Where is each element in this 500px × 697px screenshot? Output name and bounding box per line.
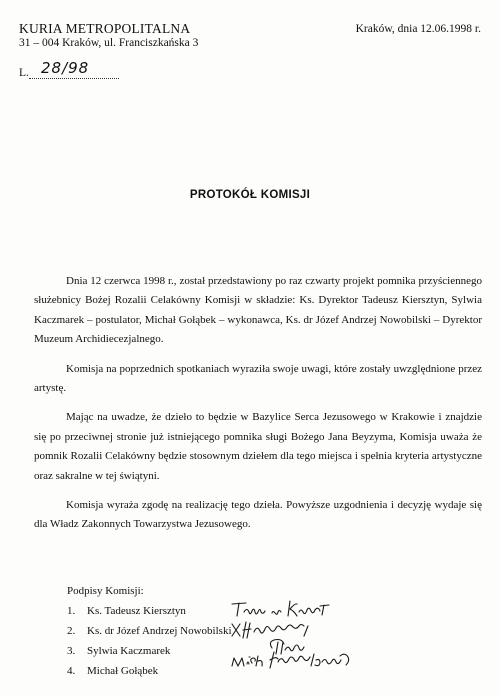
paragraph: Mając na uwadze, że dzieło to będzie w Bazylice Serca Jezusowego w Krakowie i znajdzie się po przeciwnej stronie już istniejącego pomnika sługi Bożego Jana Beyzyma, Komisja uważa że pomnik Rozalii Celakówny będzie stosownym dziełem dla tego miejsca i spełnia kryteria artystyczne oraz sakralne w tej świątyni. bbox=[34, 411, 482, 482]
signature-1 bbox=[232, 601, 329, 616]
handwritten-signatures bbox=[228, 596, 388, 692]
item-number: 1. bbox=[67, 605, 76, 617]
document-body bbox=[34, 272, 482, 545]
list-item bbox=[67, 664, 232, 684]
signature-4 bbox=[232, 652, 349, 668]
document-date: Kraków, dnia 12.06.1998 r. bbox=[355, 23, 481, 35]
list-item bbox=[67, 624, 232, 644]
signatory-name: Michał Gołąbek bbox=[87, 665, 159, 677]
signature-2 bbox=[232, 622, 308, 638]
signatory-name: Ks. Tadeusz Kiersztyn bbox=[87, 605, 186, 617]
list-item bbox=[67, 644, 232, 664]
document-title: PROTOKÓŁ KOMISJI bbox=[189, 189, 311, 201]
organization-name: KURIA METROPOLITALNA bbox=[19, 21, 191, 36]
list-item bbox=[67, 604, 232, 624]
reference-value: 28/98 bbox=[41, 59, 90, 77]
reference-dotted-line bbox=[29, 78, 119, 79]
organization-address: 31 – 004 Kraków, ul. Franciszkańska 3 bbox=[19, 37, 199, 49]
paragraph: Komisja na poprzednich spotkaniach wyraziła swoje uwagi, które zostały uwzględnione przez artystę. bbox=[34, 362, 482, 395]
signatory-name: Ks. dr Józef Andrzej Nowobilski bbox=[87, 625, 232, 637]
signatory-name: Sylwia Kaczmarek bbox=[87, 645, 171, 657]
signatures-heading: Podpisy Komisji: bbox=[67, 585, 144, 597]
signature-3 bbox=[270, 640, 304, 655]
item-number: 3. bbox=[67, 645, 76, 657]
item-number: 2. bbox=[67, 625, 76, 637]
signatories-list bbox=[67, 604, 232, 684]
paragraph: Komisja wyraża zgodę na realizację tego dzieła. Powyższe uzgodnienia i decyzję wydaje się dla Władz Zakonnych Towarzystwa Jezusowego. bbox=[34, 499, 482, 531]
paragraph: Dnia 12 czerwca 1998 r., został przedstawiony po raz czwarty projekt pomnika przyściennego służebnicy Bożej Rozalii Celakówny Komisji w składzie: Ks. Dyrektor Tadeusz Kiersztyn, Sylwia Kaczmarek – postulator, Michał Gołąbek – wykonawca, Ks. dr Józef Andrzej Nowobilski – Dyrektor Muzeum Archidiecezjalnego. bbox=[34, 275, 482, 346]
reference-label: L. bbox=[19, 67, 29, 79]
item-number: 4. bbox=[67, 665, 76, 677]
reference-number bbox=[19, 61, 139, 81]
